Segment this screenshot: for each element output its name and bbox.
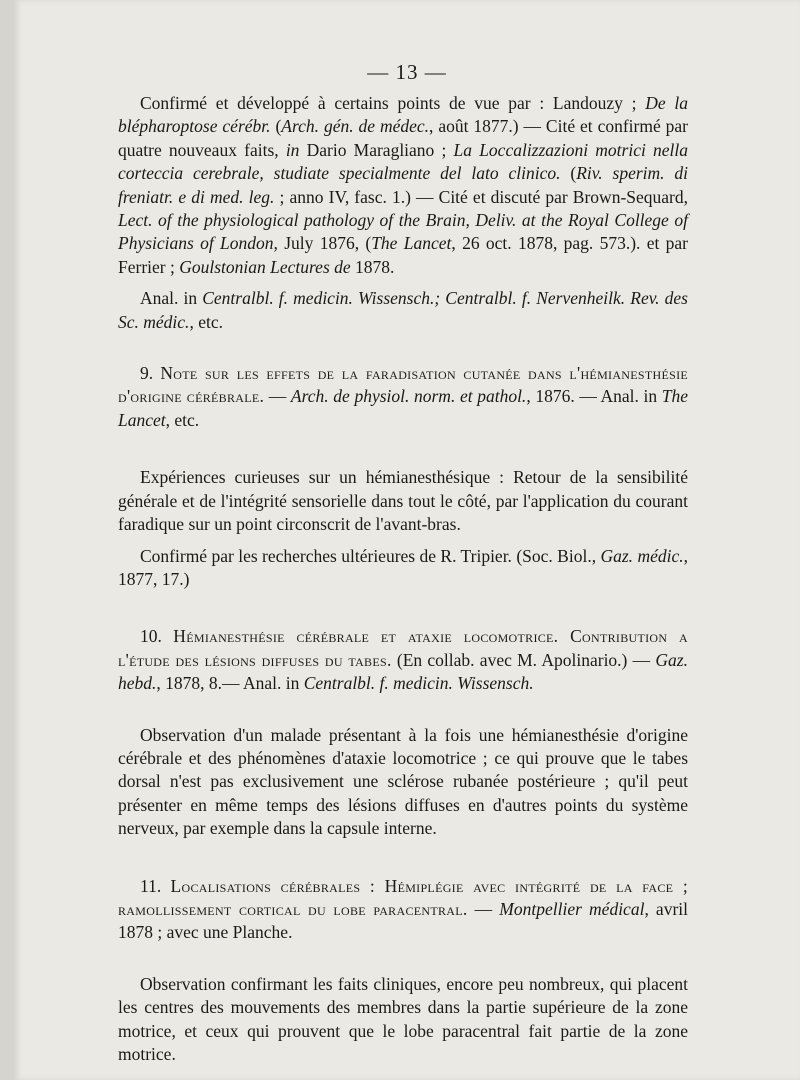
entry-title: Note sur les effets de la faradisation cutanée dans l'hémianesthésie d'origine cérébrale. — [118, 363, 688, 407]
entry-10-heading: 10. Hémianesthésie cérébrale et ataxie locomotrice. Contribution a l'étude des lésions diffuses du tabes. (En collab. avec M. Apolinario.) — Gaz. hebd., 1878, 8.— Anal. in Centralbl. f. medicin. Wissensch. — [118, 626, 688, 694]
entry-title: Localisations cérébrales : Hémiplégie avec intégrité de la face ; ramollissement cortical du lobe paracentral. — [118, 875, 688, 919]
entry-11-description: Observation confirmant les faits cliniques, encore peu nombreux, qui placent les centres des mouvements des membres dans la partie supérieure de la zone motrice, et ceux qui prouvent que le lobe paracentral fait partie de la zone motrice. — [118, 973, 688, 1064]
entry-9-description: Expériences curieuses sur un hémianesthésique : Retour de la sensibilité générale et de l'intégrité sensorielle dans tout le côté, par l'application du courant faradique sur un point circonscrit de l'avant-bras. — [118, 467, 688, 535]
entry-9-heading: 9. Note sur les effets de la faradisation cutanée dans l'hémianesthésie d'origine cérébrale. — Arch. de physiol. norm. et pathol., 1876. — Anal. in The Lancet, etc. — [118, 363, 688, 430]
entry-11-heading: 11. Localisations cérébrales : Hémiplégie avec intégrité de la face ; ramollissement cortical du lobe paracentral. — Montpellier médical, avril 1878 ; avec une Planche. — [118, 875, 688, 943]
document-page — [14, 0, 800, 1080]
entry-number: 10. — [140, 626, 174, 647]
analysis-references: Anal. in Centralbl. f. medicin. Wissensch.; Centralbl. f. Nervenheilk. Rev. des Sc. médic., etc. — [118, 288, 688, 332]
entry-10-description: Observation d'un malade présentant à la fois une hémianesthésie d'origine cérébrale et des phénomènes d'ataxie locomotrice ; ce qui prouve que le tabes dorsal n'est pas exclusivement une sclérose rubanée postérieure ; qu'il peut présenter en même temps des lésions diffuses en d'autres points du système nerveux, par exemple dans la capsule interne. — [118, 724, 688, 839]
page-body — [118, 92, 688, 1066]
page-number: — 13 — — [367, 60, 447, 84]
intro-paragraph: Confirmé et développé à certains points de vue par : Landouzy ; De la blépharoptose cérébr. (Arch. gén. de médec., août 1877.) — Cité et confirmé par quatre nouveaux faits, in Dario Maragliano ; La Loccalizzazioni motrici nella corteccia cerebrale, studiate specialmente del lato clinico. (Riv. sperim. di freniatr. e di med. leg. ; anno IV, fasc. 1.) — Cité et discuté par Brown-Sequard, Lect. of the physiological pathology of the Brain, Deliv. at the Royal College of Physicians of London, July 1876, (The Lancet, 26 oct. 1878, pag. 573.). et par Ferrier ; Goulstonian Lectures de 1878. — [118, 93, 689, 277]
entry-9-confirmation: Confirmé par les recherches ultérieures de R. Tripier. (Soc. Biol., Gaz. médic., 1877, 17.) — [118, 545, 688, 589]
entry-number: 11. — [140, 875, 171, 896]
entry-title: Hémianesthésie cérébrale et ataxie locomotrice. Contribution a l'étude des lésions diffuses du tabes. — [118, 626, 688, 670]
entry-number: 9. — [140, 363, 161, 384]
